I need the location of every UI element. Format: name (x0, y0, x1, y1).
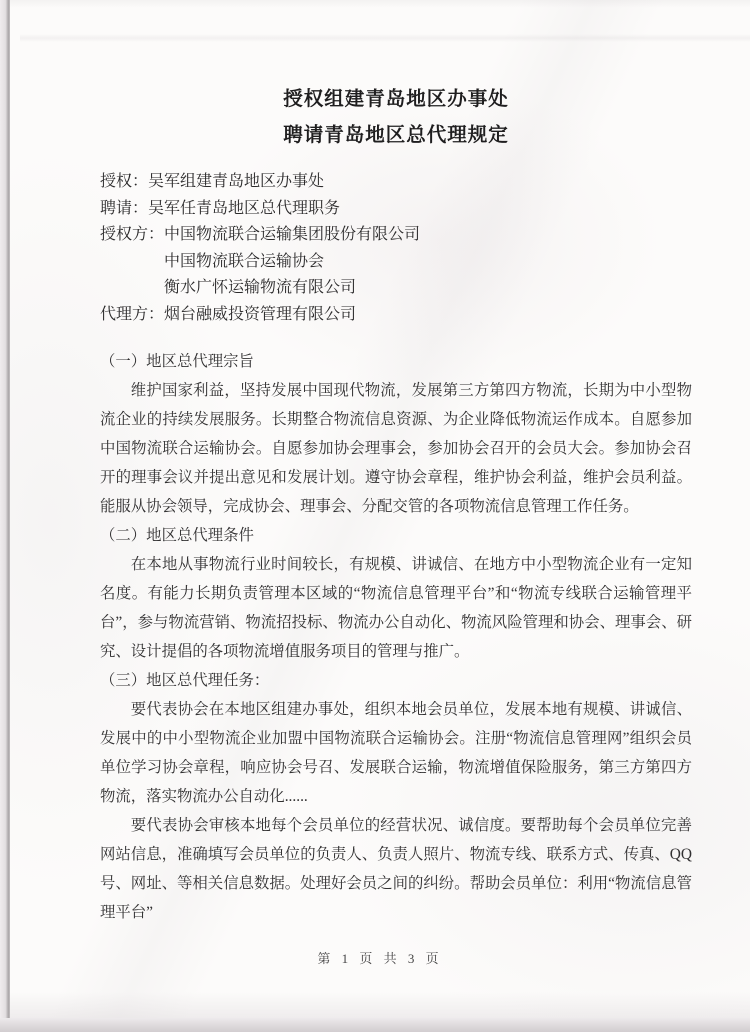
preamble-agent-party: 代理方：烟台融威投资管理有限公司 (100, 305, 357, 323)
section-2-heading: （二）地区总代理条件 (100, 527, 254, 544)
preamble-authorizing-party-2: 中国物流联合运输协会 (164, 252, 325, 270)
section-2-paragraph: 在本地从事物流行业时间较长，有规模、讲诚信、在地方中小型物流企业有一定知名度。有能力长期负责管理本区域的“物流信息管理平台”和“物流专线联合运输管理平台”，参与物流营销、物流招投标、物流办公自动化、物流风险管理和协会、理事会、研究、设计提倡的各项物流增值服务项目的管理与推广。 (100, 556, 692, 660)
document-body (100, 347, 692, 927)
preamble-authorizing-party-1: 授权方：中国物流联合运输集团股份有限公司 (100, 226, 421, 243)
section-3-paragraph-1: 要代表协会在本地区组建办事处，组织本地会员单位，发展本地有规模、讲诚信、发展中的中小型物流企业加盟中国物流联合运输协会。注册“物流信息管理网”组织会员单位学习协会章程，响应协会号召、发展联合运输，物流增值保险服务，第三方第四方物流，落实物流办公自动化...... (100, 701, 692, 805)
section-1-paragraph: 维护国家利益，坚持发展中国现代物流，发展第三方第四方物流，长期为中小型物流企业的持续发展服务。长期整合物流信息资源、为企业降低物流运作成本。自愿参加中国物流联合运输协会。自愿参加协会理事会，参加协会召开的会员大会。参加协会召开的理事会议并提出意见和发展计划。遵守协会章程，维护协会利益，维护会员利益。能服从协会领导，完成协会、理事会、分配交管的各项物流信息管理工作任务。 (100, 382, 692, 515)
section-3-heading: （三）地区总代理任务： (100, 672, 270, 689)
preamble-authorization: 授权：吴军组建青岛地区办事处 (100, 173, 325, 190)
document-page (10, 0, 750, 1018)
preamble-appointment: 聘请：吴军任青岛地区总代理职务 (100, 199, 341, 217)
document-title (100, 82, 692, 154)
page-content (100, 0, 692, 927)
document-title-line-2: 聘请青岛地区总代理规定 (283, 125, 509, 146)
section-3-paragraph-2: 要代表协会审核本地每个会员单位的经营状况、诚信度。要帮助每个会员单位完善网站信息，准确填写会员单位的负责人、负责人照片、物流专线、联系方式、传真、QQ 号、网址、等相关信息数据。处理好会员之间的纠纷。帮助会员单位：利用“物流信息管理平台” (100, 817, 692, 921)
scanner-left-edge (0, 0, 10, 1032)
preamble-block (100, 169, 692, 328)
section-1-heading: （一）地区总代理宗旨 (100, 353, 254, 370)
scanner-bottom-edge (0, 1018, 750, 1032)
document-title-line-1: 授权组建青岛地区办事处 (283, 89, 509, 110)
page-number: 第 1 页 共 3 页 (317, 951, 443, 966)
preamble-authorizing-party-3: 衡水广怀运输物流有限公司 (164, 279, 357, 296)
paper-bottom-shadow (10, 992, 750, 1018)
